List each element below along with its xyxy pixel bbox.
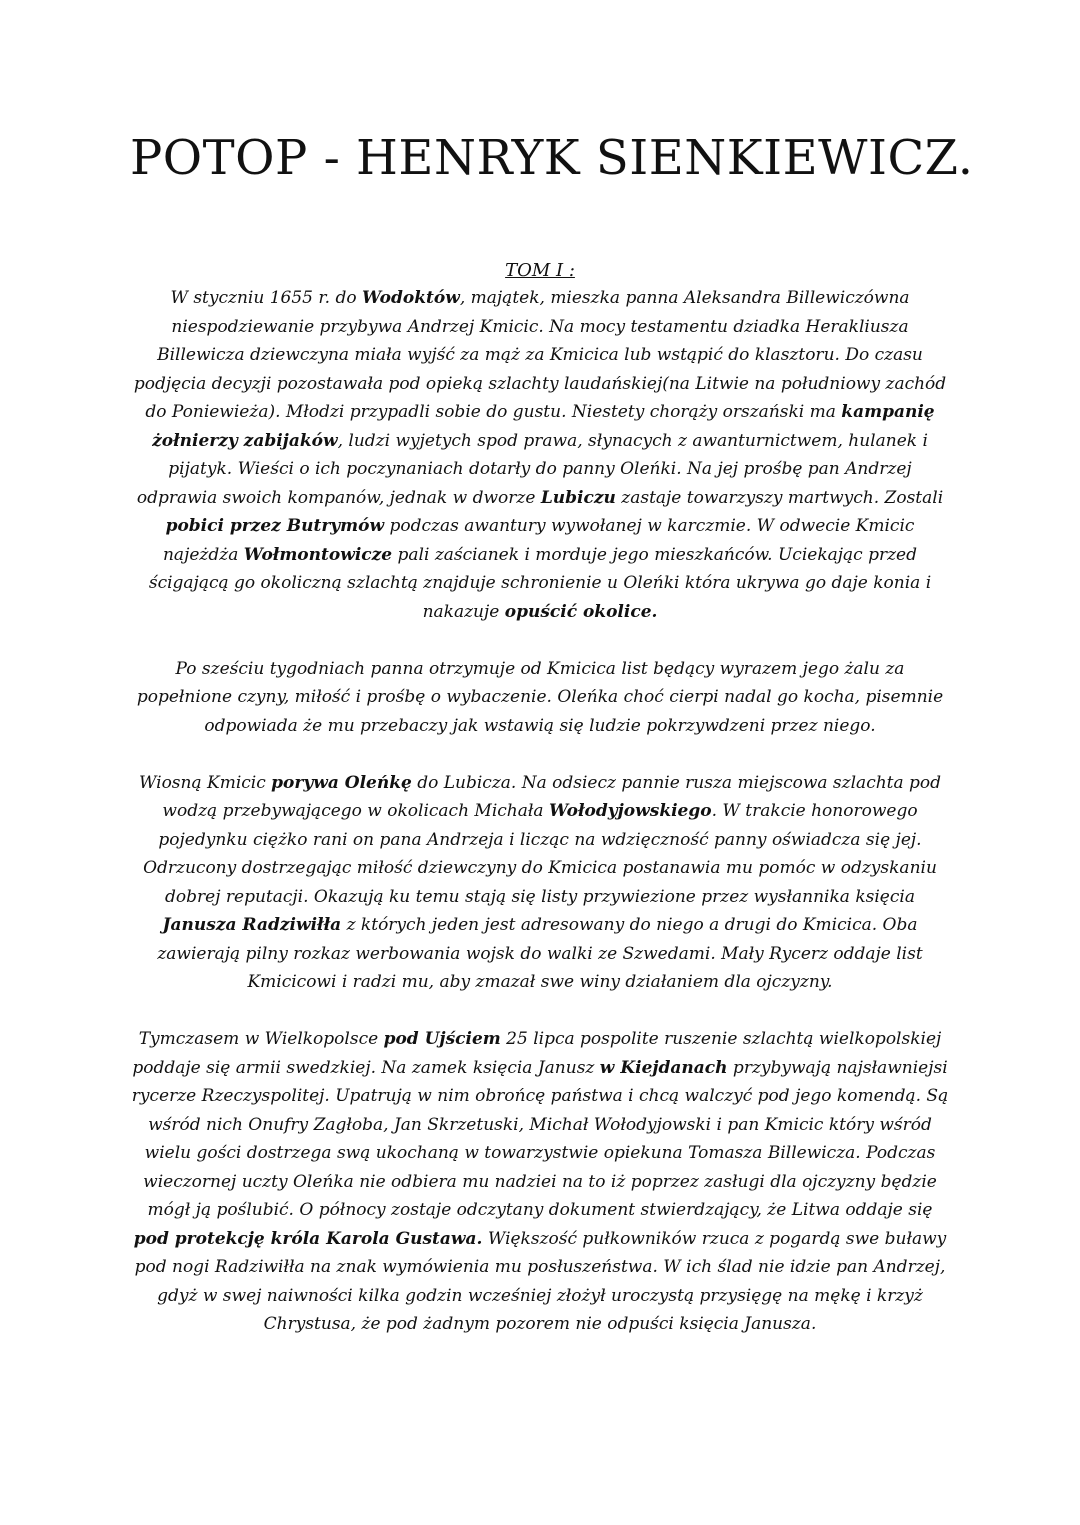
section-heading: TOM I : (505, 260, 575, 281)
text-segment: Większość pułkowników rzuca z pogardą swe buławy pod nogi Radziwiłła na znak wymówienia mu posłuszeństwa. W ich ślad nie idzie pan Andrzej, gdyż w swej naiwności kilka godzin wcześniej złożył uroczystą przysięgę na mękę i krzyż Chrystusa, że pod żadnym pozorem nie odpuści księcia Janusza. (134, 1228, 947, 1334)
bold-text-segment: Lubiczu (540, 487, 616, 508)
document-title: POTOP - HENRYK SIENKIEWICZ. (130, 130, 974, 186)
text-segment: 25 lipca pospolite ruszenie szlachtą wielkopolskiej poddaje się armii swedzkiej. Na zamek księcia Janusz (132, 1029, 942, 1078)
text-segment: pali zaścianek i morduje jego mieszkańców. Uciekając przed ścigającą go okoliczną szlachtą znajduje schronienie u Oleńki która ukrywa go daje konia i nakazuje (148, 544, 932, 622)
bold-text-segment: pod protekcję króla Karola Gustawa. (133, 1228, 483, 1249)
text-segment: do Lubicza. Na odsiecz pannie rusza miejscowa szlachta pod wodzą przebywającego w okolicach Michała (162, 772, 942, 821)
paragraph-1 (128, 284, 952, 626)
text-segment: podczas awantury wywołanej w karczmie. W odwecie Kmicic najeżdża (162, 516, 915, 565)
bold-text-segment: pobici przez Butrymów (165, 516, 385, 536)
bold-text-segment: pod Ujściem (383, 1029, 501, 1049)
paragraph-3 (128, 769, 952, 997)
text-segment: , ludzi wyjetych spod prawa, słynacych z awanturnictwem, hulanek i pijatyk. Wieści o ich poczynaniach dotarły do panny Oleńki. Na jej prośbę pan Andrzej odprawia swoich kompanów, jednak w dworze (136, 430, 928, 508)
bold-text-segment: porywa Oleńkę (271, 772, 412, 793)
text-segment: zastaje towarzyszy martwych. Zostali (615, 487, 944, 508)
bold-text-segment: w Kiejdanach (599, 1057, 728, 1078)
text-segment: Tymczasem w Wielkopolsce (138, 1029, 384, 1049)
bold-text-segment: opuścić okolice. (504, 601, 658, 622)
paragraph-4 (128, 1025, 952, 1339)
text-segment: przybywają najsławniejsi rycerze Rzeczyspolitej. Upatrują w nim obrońcę państwa i chcą walczyć pod jego komendą. Są wśród nich Onufry Zagłoba, Jan Skrzetuski, Michał Wołodyjowski i pan Kmicic który wśród wielu gości dostrzega swą ukochaną w towarzystwie opiekuna Tomasza Billewicza. Podczas wieczornej uczty Oleńka nie odbiera mu nadziei na to iż poprzez zasługi dla ojczyzny będzie mógł ją poślubić. O północy zostaje odczytany dokument stwierdzający, że Litwa oddaje się (131, 1057, 949, 1220)
paragraph-2 (128, 655, 952, 741)
bold-text-segment: Janusza Radziwiłła (162, 915, 342, 935)
text-segment: z których jeden jest adresowany do niego a drugi do Kmicica. Oba zawierają pilny rozkaz werbowania wojsk do walki ze Szwedami. Mały Rycerz oddaje list Kmicicowi i radzi mu, aby zmazał swe winy działaniem dla ojczyzny. (157, 915, 923, 992)
text-segment: Wiosną Kmicic (138, 772, 272, 793)
bold-text-segment: Wołmontowicze (243, 544, 393, 565)
bold-text-segment: kampanię żołnierzy zabijaków (152, 402, 935, 451)
document-body (128, 284, 952, 1339)
text-segment: , majątek, mieszka panna Aleksandra Billewiczówna niespodziewanie przybywa Andrzej Kmicic. Na mocy testamentu dziadka Herakliusza Billewicza dziewczyna miała wyjść za mąż za Kmicica lub wstąpić do klasztoru. Do czasu podjęcia decyzji pozostawała pod opieką szlachty laudańskiej(na Litwie na południowy zachód do Poniewieża). Młodzi przypadli sobie do gustu. Niestety chorąży orszański ma (133, 288, 947, 422)
bold-text-segment: Wodoktów (361, 288, 460, 308)
text-segment: W styczniu 1655 r. do (170, 288, 362, 308)
bold-text-segment: Wołodyjowskiego (548, 801, 712, 821)
text-segment: . W trakcie honorowego pojedynku ciężko rani on pana Andrzeja i licząc na wdzięczność panny oświadcza się jej. Odrzucony dostrzegając miłość dziewczyny do Kmicica postanawia mu pomóc w odzyskaniu dobrej reputacji. Okazują ku temu stają się listy przywiezione przez wysłannika księcia (143, 801, 937, 907)
text-segment: Po sześciu tygodniach panna otrzymuje od Kmicica list będący wyrazem jego żalu za popełnione czyny, miłość i prośbę o wybaczenie. Oleńka choć cierpi nadal go kocha, pisemnie odpowiada że mu przebaczy jak wstawią się ludzie pokrzywdzeni przez niego. (136, 658, 944, 736)
